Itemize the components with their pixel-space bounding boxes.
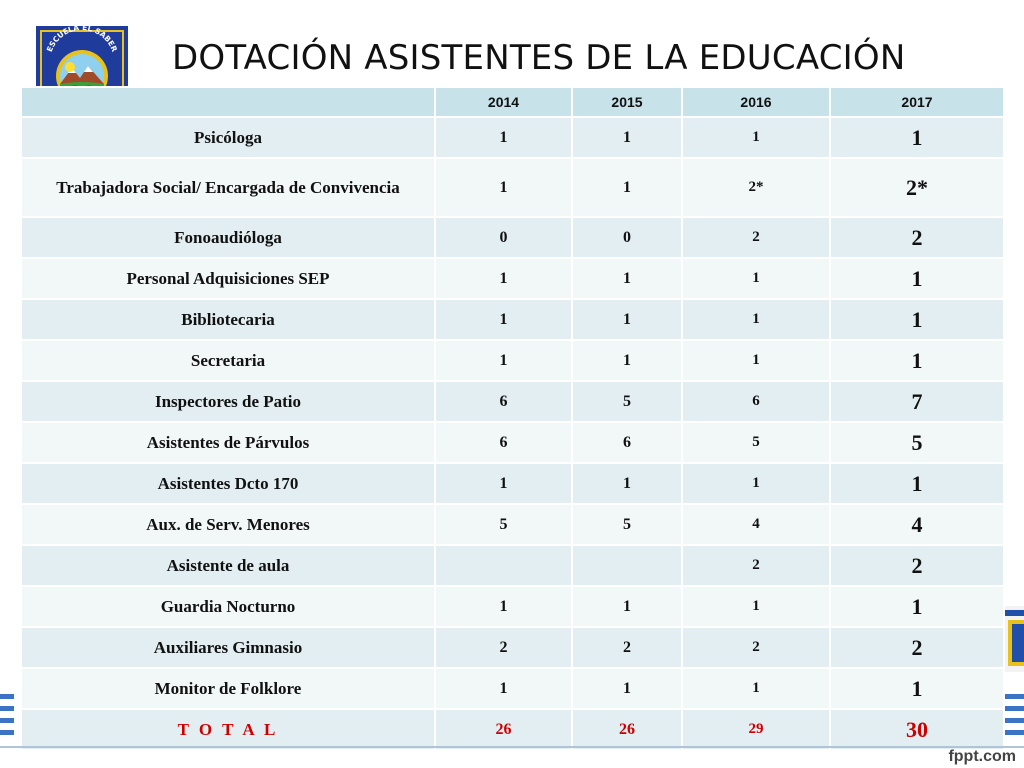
row-label: Asistente de aula [21, 545, 435, 586]
cell-2017: 2 [830, 627, 1004, 668]
cell-2015: 2 [572, 627, 682, 668]
cell-2015: 1 [572, 258, 682, 299]
total-2016: 29 [682, 709, 830, 750]
table-header-row [21, 87, 1004, 117]
table-row [21, 217, 1004, 258]
cell-2015: 1 [572, 586, 682, 627]
cell-2017: 1 [830, 668, 1004, 709]
cell-2016: 2 [682, 545, 830, 586]
table-row [21, 258, 1004, 299]
cell-2016: 1 [682, 463, 830, 504]
cell-2017: 2 [830, 217, 1004, 258]
cell-2014: 6 [435, 381, 572, 422]
row-label: Asistentes Dcto 170 [21, 463, 435, 504]
right-bottom-decoration [1002, 690, 1024, 746]
table-row [21, 545, 1004, 586]
table-row [21, 586, 1004, 627]
cell-2015: 5 [572, 381, 682, 422]
header-cell-2016: 2016 [682, 87, 830, 117]
row-label: Aux. de Serv. Menores [21, 504, 435, 545]
row-label: Asistentes de Párvulos [21, 422, 435, 463]
cell-2014: 1 [435, 463, 572, 504]
row-label: Secretaria [21, 340, 435, 381]
cell-2015: 1 [572, 117, 682, 158]
row-label: Monitor de Folklore [21, 668, 435, 709]
cell-2017: 1 [830, 258, 1004, 299]
logo-top-text: ESCUELA EL SABER [44, 22, 120, 54]
cell-2016: 1 [682, 668, 830, 709]
cell-2016: 1 [682, 258, 830, 299]
total-2014: 26 [435, 709, 572, 750]
left-decoration [0, 690, 14, 746]
table-row [21, 627, 1004, 668]
cell-2015 [572, 545, 682, 586]
cell-2015: 0 [572, 217, 682, 258]
cell-2014: 5 [435, 504, 572, 545]
brand-watermark: fppt.com [948, 748, 1016, 765]
cell-2017: 7 [830, 381, 1004, 422]
row-label: Psicóloga [21, 117, 435, 158]
cell-2016: 1 [682, 340, 830, 381]
cell-2015: 1 [572, 463, 682, 504]
table-row [21, 381, 1004, 422]
header-cell-label [21, 87, 435, 117]
cell-2016: 1 [682, 586, 830, 627]
total-2017: 30 [830, 709, 1004, 750]
staffing-table [20, 86, 1005, 751]
footer-divider [0, 746, 1024, 748]
table-row [21, 117, 1004, 158]
cell-2016: 1 [682, 117, 830, 158]
cell-2015: 6 [572, 422, 682, 463]
row-label: Auxiliares Gimnasio [21, 627, 435, 668]
table-row [21, 422, 1004, 463]
cell-2017: 2 [830, 545, 1004, 586]
cell-2014: 1 [435, 586, 572, 627]
table-row [21, 463, 1004, 504]
row-label: Personal Adquisiciones SEP [21, 258, 435, 299]
cell-2017: 2* [830, 158, 1004, 217]
cell-2014 [435, 545, 572, 586]
cell-2016: 5 [682, 422, 830, 463]
cell-2015: 1 [572, 668, 682, 709]
cell-2014: 1 [435, 340, 572, 381]
cell-2014: 1 [435, 117, 572, 158]
cell-2016: 4 [682, 504, 830, 545]
cell-2017: 1 [830, 117, 1004, 158]
table-row [21, 340, 1004, 381]
cell-2015: 1 [572, 158, 682, 217]
header-cell-2015: 2015 [572, 87, 682, 117]
row-label: Bibliotecaria [21, 299, 435, 340]
row-label: Inspectores de Patio [21, 381, 435, 422]
header-cell-2017: 2017 [830, 87, 1004, 117]
cell-2014: 0 [435, 217, 572, 258]
cell-2014: 2 [435, 627, 572, 668]
cell-2017: 5 [830, 422, 1004, 463]
total-label: T O T A L [21, 709, 435, 750]
cell-2014: 6 [435, 422, 572, 463]
cell-2017: 1 [830, 299, 1004, 340]
header-cell-2014: 2014 [435, 87, 572, 117]
cell-2017: 4 [830, 504, 1004, 545]
table-row [21, 299, 1004, 340]
cell-2015: 1 [572, 340, 682, 381]
cell-2017: 1 [830, 340, 1004, 381]
cell-2015: 5 [572, 504, 682, 545]
cell-2016: 2* [682, 158, 830, 217]
cell-2015: 1 [572, 299, 682, 340]
cell-2016: 2 [682, 627, 830, 668]
total-row [21, 709, 1004, 750]
total-2015: 26 [572, 709, 682, 750]
page-title: DOTACIÓN ASISTENTES DE LA EDUCACIÓN [172, 38, 906, 78]
row-label: Trabajadora Social/ Encargada de Convivencia [21, 158, 435, 217]
row-label: Fonoaudióloga [21, 217, 435, 258]
cell-2017: 1 [830, 463, 1004, 504]
right-decoration [1002, 606, 1024, 672]
row-label: Guardia Nocturno [21, 586, 435, 627]
cell-2016: 1 [682, 299, 830, 340]
table-row [21, 158, 1004, 217]
cell-2016: 6 [682, 381, 830, 422]
cell-2016: 2 [682, 217, 830, 258]
cell-2014: 1 [435, 158, 572, 217]
table-row [21, 504, 1004, 545]
table-row [21, 668, 1004, 709]
cell-2014: 1 [435, 668, 572, 709]
cell-2014: 1 [435, 299, 572, 340]
cell-2014: 1 [435, 258, 572, 299]
cell-2017: 1 [830, 586, 1004, 627]
